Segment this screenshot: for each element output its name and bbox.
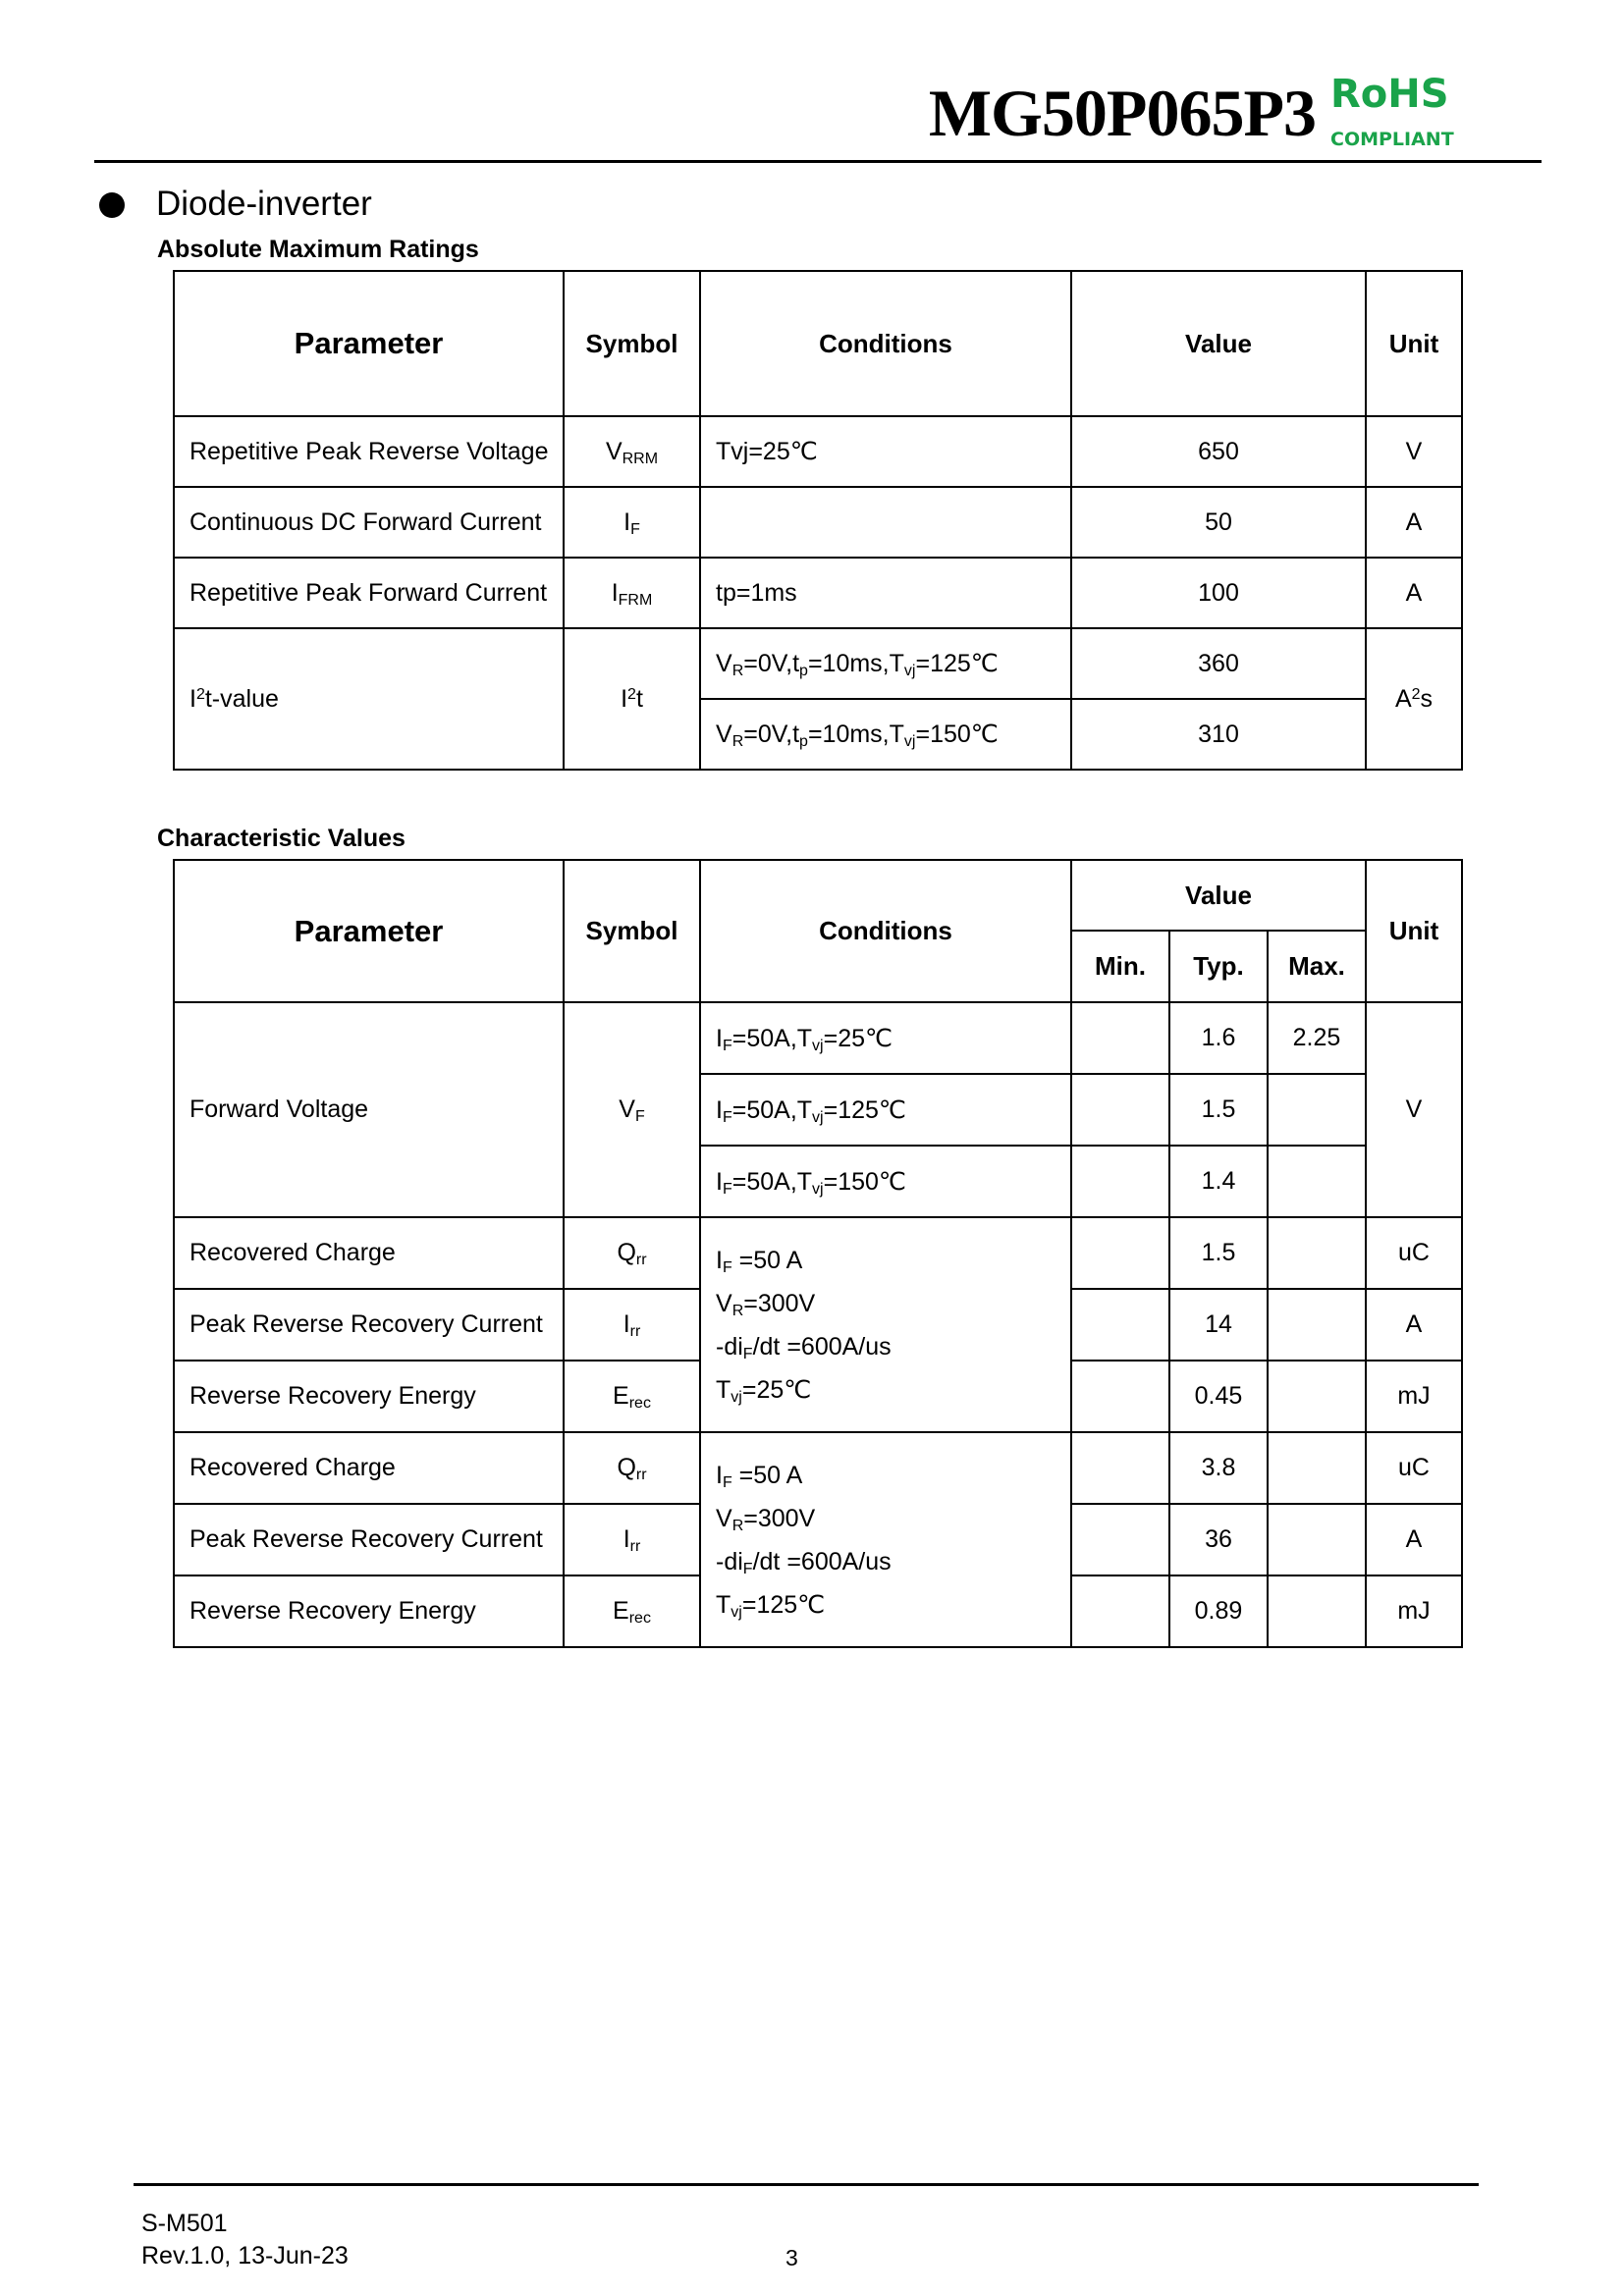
unit-cell: uC: [1366, 1432, 1462, 1504]
max-cell: [1268, 1504, 1366, 1575]
unit-cell: A: [1366, 1504, 1462, 1575]
typ-cell: 1.5: [1169, 1217, 1268, 1289]
header-parameter: Parameter: [174, 271, 564, 416]
value-cell: 360: [1071, 628, 1366, 699]
rohs-compliant-label: COMPLIANT: [1330, 129, 1454, 150]
page-number: 3: [785, 2245, 798, 2270]
symbol-cell: $V_F$: [564, 1002, 700, 1217]
value-cell: 650: [1071, 416, 1366, 487]
min-cell: [1071, 1002, 1169, 1074]
param-cell: $I^2t$-value: [174, 628, 564, 770]
param-cell: Recovered Charge: [174, 1432, 564, 1504]
param-cell: Reverse Recovery Energy: [174, 1575, 564, 1647]
char-values-title: Characteristic Values: [157, 825, 406, 852]
unit-cell: A: [1366, 1289, 1462, 1361]
unit-cell: A: [1366, 558, 1462, 628]
table-row: [174, 416, 1462, 487]
rohs-logo: RoHS: [1330, 72, 1449, 117]
param-cell: Continuous DC Forward Current: [174, 487, 564, 558]
section-title: Diode-inverter: [156, 185, 372, 223]
condition-cell: $I_F =50$ A $V_R=300V$ $-di_F/dt =600A/us$ $T_{vj}=125℃$: [700, 1432, 1071, 1647]
typ-cell: 1.4: [1169, 1146, 1268, 1217]
param-cell: Recovered Charge: [174, 1217, 564, 1289]
param-cell: Repetitive Peak Forward Current: [174, 558, 564, 628]
param-cell: Peak Reverse Recovery Current: [174, 1504, 564, 1575]
min-cell: [1071, 1575, 1169, 1647]
table-row: [174, 628, 1462, 699]
typ-cell: 0.89: [1169, 1575, 1268, 1647]
symbol-cell: $I_{rr}$: [564, 1289, 700, 1361]
condition-cell: $V_R=0V,t_p=10ms,T_{vj}=150℃$: [700, 699, 1071, 770]
param-cell: Peak Reverse Recovery Current: [174, 1289, 564, 1361]
symbol-cell: $E_{rec}$: [564, 1575, 700, 1647]
unit-cell: $A^2s$: [1366, 628, 1462, 770]
revision: Rev.1.0, 13-Jun-23: [141, 2242, 349, 2269]
condition-cell: $I_F=50A,T_{vj}=25℃$: [700, 1002, 1071, 1074]
condition-cell: $I_F=50A,T_{vj}=150℃$: [700, 1146, 1071, 1217]
header-conditions: Conditions: [700, 271, 1071, 416]
symbol-cell: $I^2t$: [564, 628, 700, 770]
min-cell: [1071, 1432, 1169, 1504]
symbol-cell: $Q_{rr}$: [564, 1217, 700, 1289]
typ-cell: 3.8: [1169, 1432, 1268, 1504]
footer-rule: [134, 2183, 1479, 2186]
max-cell: [1268, 1575, 1366, 1647]
symbol-cell: $E_{rec}$: [564, 1361, 700, 1432]
header-max: Max.: [1268, 931, 1366, 1002]
unit-cell: uC: [1366, 1217, 1462, 1289]
typ-cell: 0.45: [1169, 1361, 1268, 1432]
condition-cell: $V_R=0V,t_p=10ms,T_{vj}=125℃$: [700, 628, 1071, 699]
condition-cell: tp=1ms: [700, 558, 1071, 628]
max-cell: [1268, 1361, 1366, 1432]
min-cell: [1071, 1504, 1169, 1575]
symbol-cell: $Q_{rr}$: [564, 1432, 700, 1504]
param-cell: Repetitive Peak Reverse Voltage: [174, 416, 564, 487]
abs-max-table: [173, 270, 1463, 771]
header-rule: [94, 160, 1542, 163]
min-cell: [1071, 1361, 1169, 1432]
table-row: [174, 487, 1462, 558]
typ-cell: 14: [1169, 1289, 1268, 1361]
symbol-cell: $V_{RRM}$: [564, 416, 700, 487]
min-cell: [1071, 1217, 1169, 1289]
max-cell: [1268, 1074, 1366, 1146]
unit-cell: V: [1366, 416, 1462, 487]
header-value: Value: [1071, 860, 1366, 931]
table-header-row: [174, 860, 1462, 931]
symbol-cell: $I_{FRM}$: [564, 558, 700, 628]
unit-cell: mJ: [1366, 1575, 1462, 1647]
doc-code: S-M501: [141, 2210, 228, 2237]
max-cell: [1268, 1289, 1366, 1361]
char-values-table: [173, 859, 1463, 1648]
part-number: MG50P065P3: [928, 76, 1316, 150]
typ-cell: 1.5: [1169, 1074, 1268, 1146]
value-cell: 50: [1071, 487, 1366, 558]
min-cell: [1071, 1074, 1169, 1146]
unit-cell: A: [1366, 487, 1462, 558]
header-unit: Unit: [1366, 271, 1462, 416]
table-row: [174, 1217, 1462, 1289]
max-cell: [1268, 1432, 1366, 1504]
max-cell: 2.25: [1268, 1002, 1366, 1074]
table-header-row: [174, 271, 1462, 416]
header-value: Value: [1071, 271, 1366, 416]
param-cell: Forward Voltage: [174, 1002, 564, 1217]
header-min: Min.: [1071, 931, 1169, 1002]
typ-cell: 36: [1169, 1504, 1268, 1575]
table-row: [174, 558, 1462, 628]
param-cell: Reverse Recovery Energy: [174, 1361, 564, 1432]
max-cell: [1268, 1217, 1366, 1289]
bullet-icon: [99, 192, 125, 218]
typ-cell: 1.6: [1169, 1002, 1268, 1074]
unit-cell: mJ: [1366, 1361, 1462, 1432]
table-row: [174, 1002, 1462, 1074]
symbol-cell: $I_F$: [564, 487, 700, 558]
value-cell: 100: [1071, 558, 1366, 628]
condition-cell: $I_F =50$ A $V_R=300V$ $-di_F/dt =600A/us$ $T_{vj}=25℃$: [700, 1217, 1071, 1432]
header-parameter: Parameter: [174, 860, 564, 1002]
table-row: [174, 1432, 1462, 1504]
value-cell: 310: [1071, 699, 1366, 770]
header-symbol: Symbol: [564, 271, 700, 416]
header-typ: Typ.: [1169, 931, 1268, 1002]
unit-cell: V: [1366, 1002, 1462, 1217]
max-cell: [1268, 1146, 1366, 1217]
header-unit: Unit: [1366, 860, 1462, 1002]
header-symbol: Symbol: [564, 860, 700, 1002]
condition-cell: $I_F=50A,T_{vj}=125℃$: [700, 1074, 1071, 1146]
min-cell: [1071, 1289, 1169, 1361]
condition-cell: Tvj=25℃: [700, 416, 1071, 487]
symbol-cell: $I_{rr}$: [564, 1504, 700, 1575]
abs-max-title: Absolute Maximum Ratings: [157, 236, 479, 263]
condition-cell: [700, 487, 1071, 558]
min-cell: [1071, 1146, 1169, 1217]
header-conditions: Conditions: [700, 860, 1071, 1002]
